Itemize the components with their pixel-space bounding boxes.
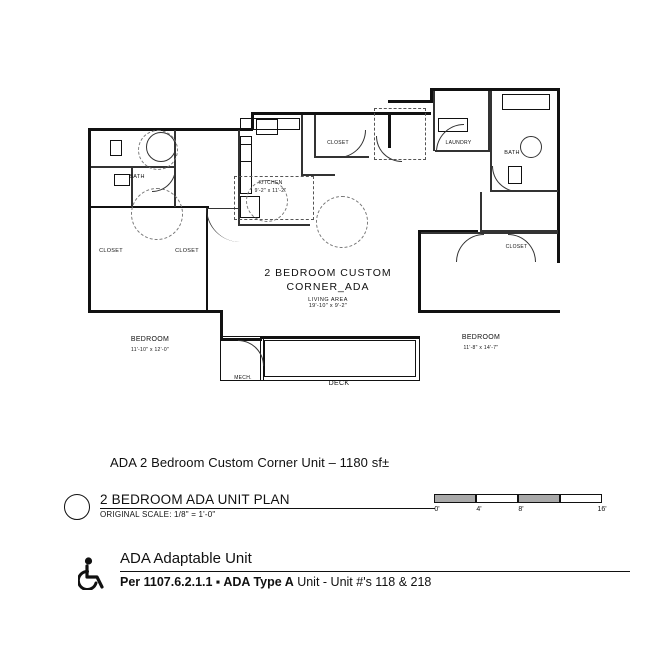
ada-code-strong: Per 1107.6.2.1.1 ▪ ADA Type A (120, 575, 294, 589)
wall-deck-head (260, 336, 420, 339)
appliance-sink (240, 144, 252, 162)
wall-exterior-top-left (88, 128, 253, 131)
fixture-tub-right (502, 94, 550, 110)
room-label-closet-mid: CLOSET (175, 248, 199, 254)
ada-footer (78, 550, 598, 600)
turning-radius-left-closet (131, 188, 183, 240)
scale-segment-1 (434, 494, 476, 503)
wall-closet-right-left (480, 192, 482, 232)
wall-bedroom-right-top (421, 232, 558, 234)
title-block (64, 490, 609, 538)
room-label-laundry: LAUNDRY (445, 140, 472, 146)
scale-segment-2 (476, 494, 518, 503)
turning-radius-living (316, 196, 368, 248)
turning-radius-left-bath (138, 130, 178, 170)
wall-kitchen-bottom (238, 224, 310, 226)
room-dims-bedroom-left: 11'-10" x 12'-0" (131, 347, 169, 353)
ada-label-code (120, 575, 431, 589)
wall-upper-right-run (388, 100, 433, 103)
wall-exterior-bottom-right (418, 310, 560, 313)
title-block-title: 2 BEDROOM ADA UNIT PLAN (100, 492, 290, 507)
wall-bath-right-left (490, 91, 492, 191)
plan-caption: ADA 2 Bedroom Custom Corner Unit – 1180 sf± (110, 455, 390, 470)
wall-kitchen-right (301, 115, 303, 175)
wall-bath-right-bottom (490, 190, 558, 192)
scale-segment-3 (518, 494, 560, 503)
scale-tick-8: 8' (518, 506, 524, 513)
wall-closet-upper-left (314, 115, 316, 157)
wheelchair-accessibility-icon (78, 556, 110, 590)
room-label-mech: MECH. (234, 375, 252, 381)
ada-code-rest: Unit - Unit #'s 118 & 218 (293, 575, 432, 589)
wall-closet-left-div (131, 166, 133, 207)
wall-bedroom-left-right (206, 206, 208, 312)
appliance-range (256, 119, 278, 135)
scale-tick-0: 0' (434, 506, 440, 513)
room-label-bath-right: BATH (504, 150, 520, 156)
door-swing-left-bedroom (206, 208, 240, 242)
room-dims-bedroom-right: 11'-8" x 14'-7" (463, 345, 499, 351)
scale-tick-16: 16' (597, 506, 607, 513)
room-dims-kitchen: 9'-2" x 11'-2" (254, 188, 287, 194)
ada-rule (120, 571, 630, 572)
ada-label-title: ADA Adaptable Unit (120, 550, 252, 567)
room-label-closet-upper: CLOSET (327, 140, 349, 146)
living-area-label: LIVING AREA (308, 297, 348, 304)
detail-marker-circle (64, 494, 90, 520)
graphic-scale-bar (434, 492, 609, 522)
plan-center-title (238, 266, 418, 309)
wall-right-block-left (418, 230, 421, 313)
room-label-bedroom-right: BEDROOM (461, 334, 501, 341)
room-label-closet-right: CLOSET (505, 244, 528, 250)
floor-plan-drawing (88, 88, 558, 418)
wall-exterior-right (557, 88, 560, 263)
deck-inner (264, 340, 416, 377)
room-label-closet-left: CLOSET (99, 248, 123, 254)
plan-title-line1: 2 BEDROOM CUSTOM (264, 267, 392, 279)
door-swing-closet-right-a (456, 234, 484, 262)
title-block-rule (100, 508, 435, 509)
wall-exterior-bottom-left (88, 310, 223, 313)
wall-bath-left-bottom (91, 166, 131, 168)
door-swing-bath-right (492, 166, 518, 192)
title-block-scale-note: ORIGINAL SCALE: 1/8" = 1'-0" (100, 510, 216, 519)
room-label-bedroom-left: BEDROOM (130, 336, 170, 343)
living-area-dims: 19'-10" x 9'-2" (308, 303, 348, 310)
scale-tick-4: 4' (476, 506, 482, 513)
wall-exterior-left (88, 128, 91, 313)
plan-title-line2: CORNER_ADA (286, 281, 370, 294)
fixture-wc-left (110, 140, 122, 156)
room-label-deck: DECK (328, 380, 350, 387)
wall-laundry-left (433, 91, 435, 151)
door-swing-left-bath (152, 168, 176, 192)
room-label-bath-left: BATH (129, 174, 145, 180)
scale-segment-4 (560, 494, 602, 503)
turning-radius-kitchen (246, 180, 288, 222)
wall-top-far-right (430, 88, 560, 91)
room-label-kitchen: KITCHEN (258, 180, 283, 186)
